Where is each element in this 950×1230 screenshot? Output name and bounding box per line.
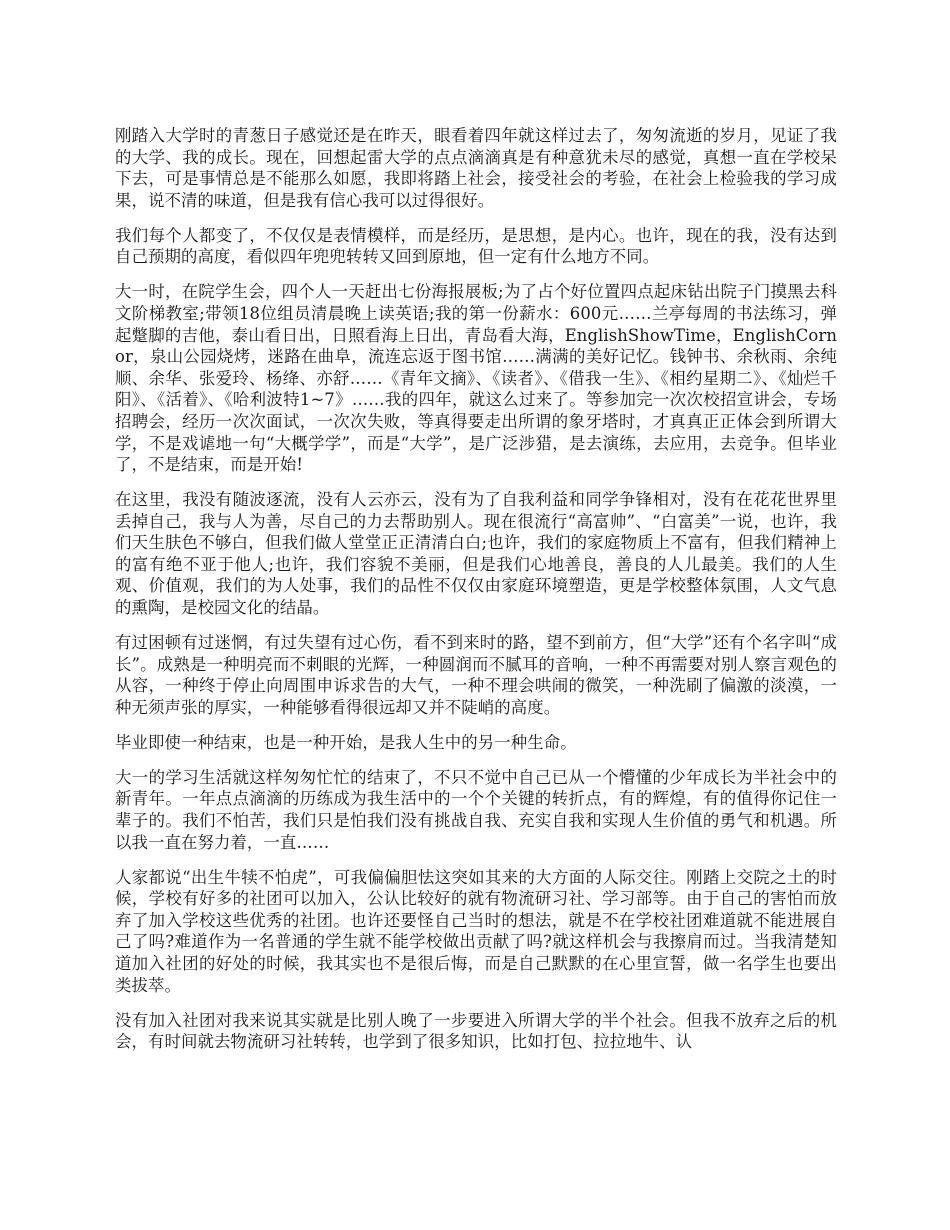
paragraph-6: 毕业即使一种结束，也是一种开始，是我人生中的另一种生命。 [115, 732, 577, 752]
paragraph-3: 大一时，在院学生会，四个人一天赶出七份海报展板;为了占个好位置四点起床钻出院子门摸黑去科文阶梯教室;带领18位组员清晨晚上读英语;我的第一份薪水：600元……兰亭每周的书法练习，弹起蹩脚的吉他，泰山看日出，日照看海上日出，青岛看大海，EnglishShowTime，EnglishCornor，泉山公园烧烤，迷路在曲阜，流连忘返于图书馆……满满的美好记忆。钱钟书、余秋雨、余纯顺、余华、张爱玲、杨绛、亦舒……《青年文摘》、《读者》、《借我一生》、《相约星期二》、《灿烂千阳》、《活着》、《哈利波特1~7》……我的四年，就这么过来了。等参加完一次次校招宣讲会，专场招聘会，经历一次次面试，一次次失败，等真得要走出所谓的象牙塔时，才真真正正体会到所谓大学，不是戏谑地一句“大概学学”，而是“大学”，是广泛涉猎，是去演练，去应用，去竞争。但毕业了，不是结束，而是开始! [115, 282, 837, 475]
paragraph-7: 大一的学习生活就这样匆匆忙忙的结束了，不只不觉中自己已从一个懵懂的少年成长为半社会中的新青年。一年点点滴滴的历练成为我生活中的一个个关键的转折点，有的辉煌，有的值得你记住一辈子的。我们不怕苦，我们只是怕我们没有挑战自我、充实自我和实现人生价值的勇气和机遇。所以我一直在努力着，一直…… [115, 767, 837, 852]
paragraph-5: 有过困顿有过迷惘，有过失望有过心伤，看不到来时的路，望不到前方，但“大学”还有个名字叫“成长”。成熟是一种明亮而不刺眼的光辉，一种圆润而不腻耳的音响，一种不再需要对别人察言观色的从容，一种终于停止向周围申诉求告的大气，一种不理会哄闹的微笑，一种洗刷了偏激的淡漠，一种无须声张的厚实，一种能够看得很远却又并不陡峭的高度。 [115, 633, 837, 717]
document-body [115, 125, 837, 1066]
paragraph-2: 我们每个人都变了，不仅仅是表情模样，而是经历，是思想，是内心。也许，现在的我，没有达到自己预期的高度，看似四年兜兜转转又回到原地，但一定有什么地方不同。 [115, 225, 837, 267]
paragraph-4: 在这里，我没有随波逐流，没有人云亦云，没有为了自我利益和同学争锋相对，没有在花花世界里丢掉自己，我与人为善，尽自己的力去帮助别人。现在很流行“高富帅”、“白富美”一说，也许，我们天生肤色不够白，但我们做人堂堂正正清清白白;也许，我们的家庭物质上不富有，但我们精神上的富有绝不亚于他人;也许，我们容貌不美丽，但是我们心地善良，善良的人儿最美。我们的人生观、价值观，我们的为人处事，我们的品性不仅仅由家庭环境塑造，更是学校整体氛围，人文气息的熏陶，是校园文化的结晶。 [115, 490, 837, 618]
paragraph-1: 刚踏入大学时的青葱日子感觉还是在昨天，眼看着四年就这样过去了，匆匆流逝的岁月，见证了我的大学、我的成长。现在，回想起雷大学的点点滴滴真是有种意犹未尽的感觉，真想一直在学校呆下去，可是事情总是不能那么如愿，我即将踏上社会，接受社会的考验，在社会上检验我的学习成果，说不清的味道，但是我有信心我可以过得很好。 [115, 126, 837, 210]
paragraph-8: 人家都说“出生牛犊不怕虎”，可我偏偏胆怯这突如其来的大方面的人际交往。刚踏上交院之土的时候，学校有好多的社团可以加入，公认比较好的就有物流研习社、学习部等。由于自己的害怕而放弃了加入学校这些优秀的社团。也许还要怪自己当时的想法，就是不在学校社团难道就不能进展自己了吗?难道作为一名普通的学生就不能学校做出贡献了吗?就这样机会与我擦肩而过。当我清楚知道加入社团的好处的时候，我其实也不是很后悔，而是自己默默的在心里宣誓，做一名学生也要出类拔萃。 [115, 867, 837, 995]
paragraph-9: 没有加入社团对我来说其实就是比别人晚了一步要进入所谓大学的半个社会。但我不放弃之后的机会，有时间就去物流研习社转转，也学到了很多知识，比如打包、拉拉地牛、认 [115, 1010, 837, 1052]
